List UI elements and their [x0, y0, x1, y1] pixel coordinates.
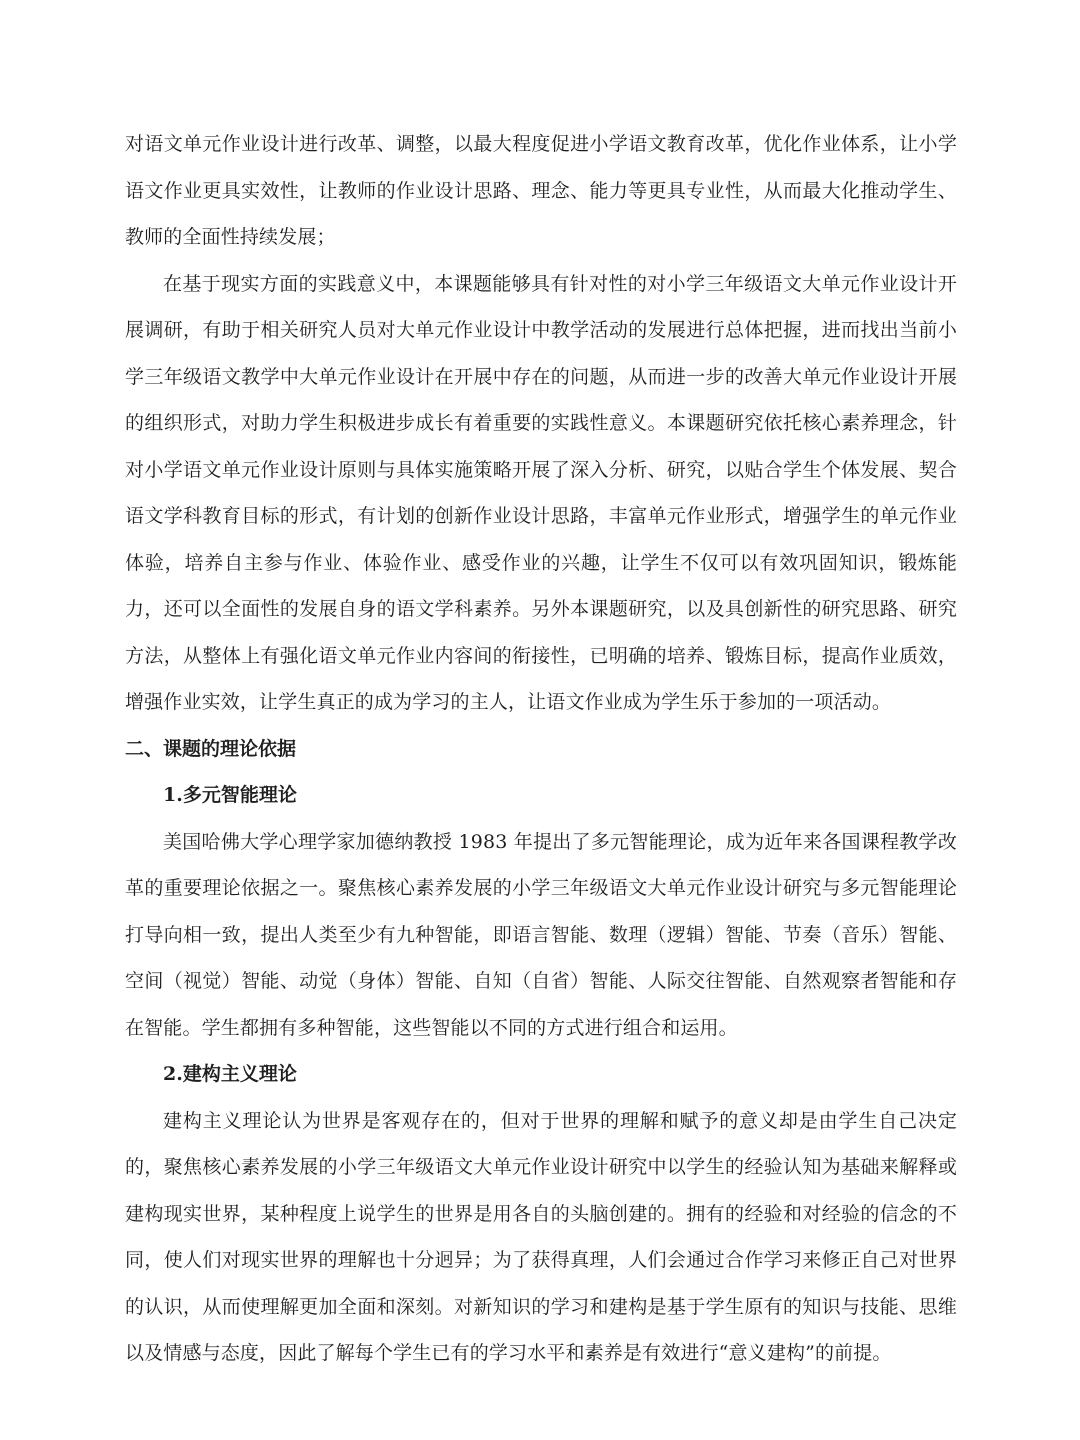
paragraph-constructivism: 建构主义理论认为世界是客观存在的，但对于世界的理解和赋予的意义却是由学生自己决定的，聚焦核心素养发展的小学三年级语文大单元作业设计研究中以学生的经验认知为基础来解释或建构现实世界，某种程度上说学生的世界是用各自的头脑创建的。拥有的经验和对经验的信念的不同，使人们对现实世界的理解也十分迥异；为了获得真理，人们会通过合作学习来修正自己对世界的认识，从而使理解更加全面和深刻。对新知识的学习和建构是基于学生原有的知识与技能、思维以及情感与态度，因此了解每个学生已有的学习水平和素养是有效进行“意义建构”的前提。 — [125, 1109, 957, 1364]
paragraph-practical-significance: 在基于现实方面的实践意义中，本课题能够具有针对性的对小学三年级语文大单元作业设计开展调研，有助于相关研究人员对大单元作业设计中教学活动的发展进行总体把握，进而找出当前小学三年级语文教学中大单元作业设计在开展中存在的问题，从而进一步的改善大单元作业设计开展的组织形式，对助力学生积极进步成长有着重要的实践性意义。本课题研究依托核心素养理念，针对小学语文单元作业设计原则与具体实施策略开展了深入分析、研究，以贴合学生个体发展、契合语文学科教育目标的形式，有计划的创新作业设计思路，丰富单元作业形式，增强学生的单元作业体验，培养自主参与作业、体验作业、感受作业的兴趣，让学生不仅可以有效巩固知识，锻炼能力，还可以全面性的发展自身的语文学科素养。另外本课题研究，以及具创新性的研究思路、研究方法，从整体上有强化语文单元作业内容间的衔接性，已明确的培养、锻炼目标，提高作业质效，增强作业实效，让学生真正的成为学习的主人，让语文作业成为学生乐于参加的一项活动。 — [125, 272, 957, 713]
paragraph-intro-continuation: 对语文单元作业设计进行改革、调整，以最大程度促进小学语文教育改革，优化作业体系，让小学语文作业更具实效性，让教师的作业设计思路、理念、能力等更具专业性，从而最大化推动学生、教师的全面性持续发展； — [125, 133, 957, 248]
subheading-multiple-intelligences: 1.多元智能理论 — [163, 784, 297, 806]
section-heading-theoretical-basis: 二、课题的理论依据 — [125, 737, 297, 760]
subheading-constructivism: 2.建构主义理论 — [163, 1063, 297, 1085]
paragraph-multiple-intelligences: 美国哈佛大学心理学家加德纳教授 1983 年提出了多元智能理论，成为近年来各国课程教学改革的重要理论依据之一。聚焦核心素养发展的小学三年级语文大单元作业设计研究与多元智能理论打导向相一致，提出人类至少有九种智能，即语言智能、数理（逻辑）智能、节奏（音乐）智能、空间（视觉）智能、动觉（身体）智能、自知（自省）智能、人际交往智能、自然观察者智能和存在智能。学生都拥有多种智能，这些智能以不同的方式进行组合和运用。 — [125, 830, 957, 1039]
document-page — [125, 121, 957, 1377]
